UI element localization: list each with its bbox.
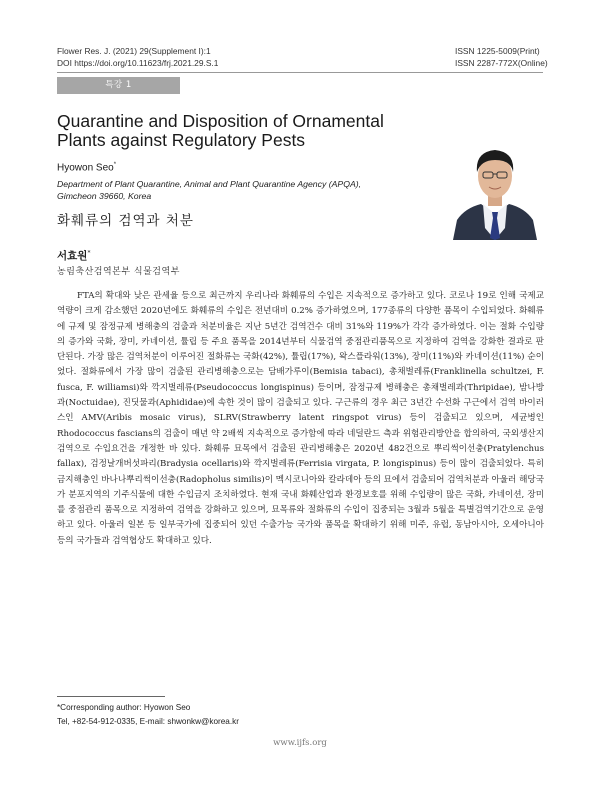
issn-online: ISSN 2287-772X(Online) [455,58,548,68]
author-en-name: Hyowon Seo [57,162,114,174]
author-ko [57,248,90,263]
author-ko-mark: * [87,249,91,257]
title-ko: 화훼류의 검역과 처분 [57,213,194,229]
author-en [57,162,116,173]
paper-title: Quarantine and Disposition of Ornamental Plants against Regulatory Pests [57,111,384,150]
author-photo [451,140,539,240]
affiliation-ko: 농림축산검역본부 식물검역부 [57,267,180,277]
author-en-mark: * [113,162,117,168]
footnote-rule [57,696,165,697]
header-rule [57,72,543,73]
author-ko-name: 서효원 [57,250,88,262]
journal-citation: Flower Res. J. (2021) 29(Supplement I):1 [57,46,211,56]
footer-url[interactable]: www.ijfs.org [273,738,327,748]
journal-header-left [57,45,218,69]
journal-header-right [455,45,548,69]
contact-info: Tel, +82-54-912-0335, E-mail: shwonkw@korea.kr [57,717,239,726]
footnote [57,701,239,729]
affiliation-en: Department of Plant Quarantine, Animal and Plant Quarantine Agency (APQA), Gimcheon 39660, Korea [57,179,362,201]
section-tab: 특강 1 [57,77,180,94]
corresponding-author: *Corresponding author: Hyowon Seo [57,703,191,712]
issn-print: ISSN 1225-5009(Print) [455,46,540,56]
doi-link[interactable]: DOI https://doi.org/10.11623/frj.2021.29.S.1 [57,58,219,68]
abstract-body: FTA의 확대와 낮은 관세율 등으로 최근까지 우리나라 화훼류의 수입은 지속적으로 증가하고 있다. 코로나 19로 인해 국제교역량이 크게 감소했던 2020년에도 화훼류의 수입은 전년대비 0.2% 증가하였으며, 177종류의 다양한 품목이 수입되었다. 화훼류에 규제 및 잠정규제 병해충의 검출과 처분비율은 지난 5년간 검역건수 대비 31%와 119%가 각각 증가하였다. 이는 절화 수입량의 증가와 국화, 장미, 카네이션, 튤립 등 주요 품목을 2014년부터 식물검역 중점관리품목으로 지정하여 검역을 강화한 결과로 판단된다. 가장 많은 검역처분이 이루어진 절화류는 국화(42%), 튤립(17%), 왁스플라워(13%), 장미(11%)와 카네이션(11%) 순이었다. 절화류에서 가장 많이 검출된 관리병해충으로는 담배가루이(Bemisia tabaci), 총채벌레류(Franklinella schultzei, F. fusca, F. williamsi)와 깍지벌레류(Pseudococcus longispinus) 등이며, 잠정규제 병해충은 총채벌레과(Thripidae), 밤나방과(Noctuidae), 진딧물과(Aphididae)에 속한 것이 많이 검출되고 있다. 구근류의 경우 최근 3년간 수선화 구근에서 검역 바이러스인 AMV(Aribis mosaic virus), SLRV(Strawberry latent ringspot virus) 등이 검출되고 있으며, 세균병인 Rhodococcus fascians의 검출이 매년 약 2배씩 지속적으로 증가함에 따라 네덜란드 측과 위험관리방안을 합의하여, 국외생산지검역으로 수입요건을 개정한 바 있다. 화훼류 묘목에서 검출된 관리병해충은 2020년 482건으로 뿌리썩이선충(Pratylenchus fallax), 검정날개버섯파리(Bradysia ocellaris)와 깍지벌레류(Ferrisia virgata, P. longispinus) 등이 많이 검출되었다. 특히 금지해충인 바나나뿌리썩이선충(Radopholus similis)이 멕시코니아와 칼라데아 등의 묘에서 검출되어 검역처분과 아울러 해당국가 분포지역의 기주식물에 대한 수입금지 조치하였다. 현재 국내 화훼산업과 환경보호를 위해 수입량이 많은 국화, 카네이션, 장미를 중점관리 품목으로 지정하여 검역을 강화하고 있으며, 묘목류와 절화류의 수입이 집중되는 3월과 5월을 특별검역기간으로 운영하고 있다. 아울러 일본 등 일부국가에 집중되어 있던 수출가능 국가와 품목을 확대하기 위해 미주, 유럽, 동남아시아, 오세아니아 등의 국가들과 검역협상도 확대하고 있다. [57,291,544,546]
